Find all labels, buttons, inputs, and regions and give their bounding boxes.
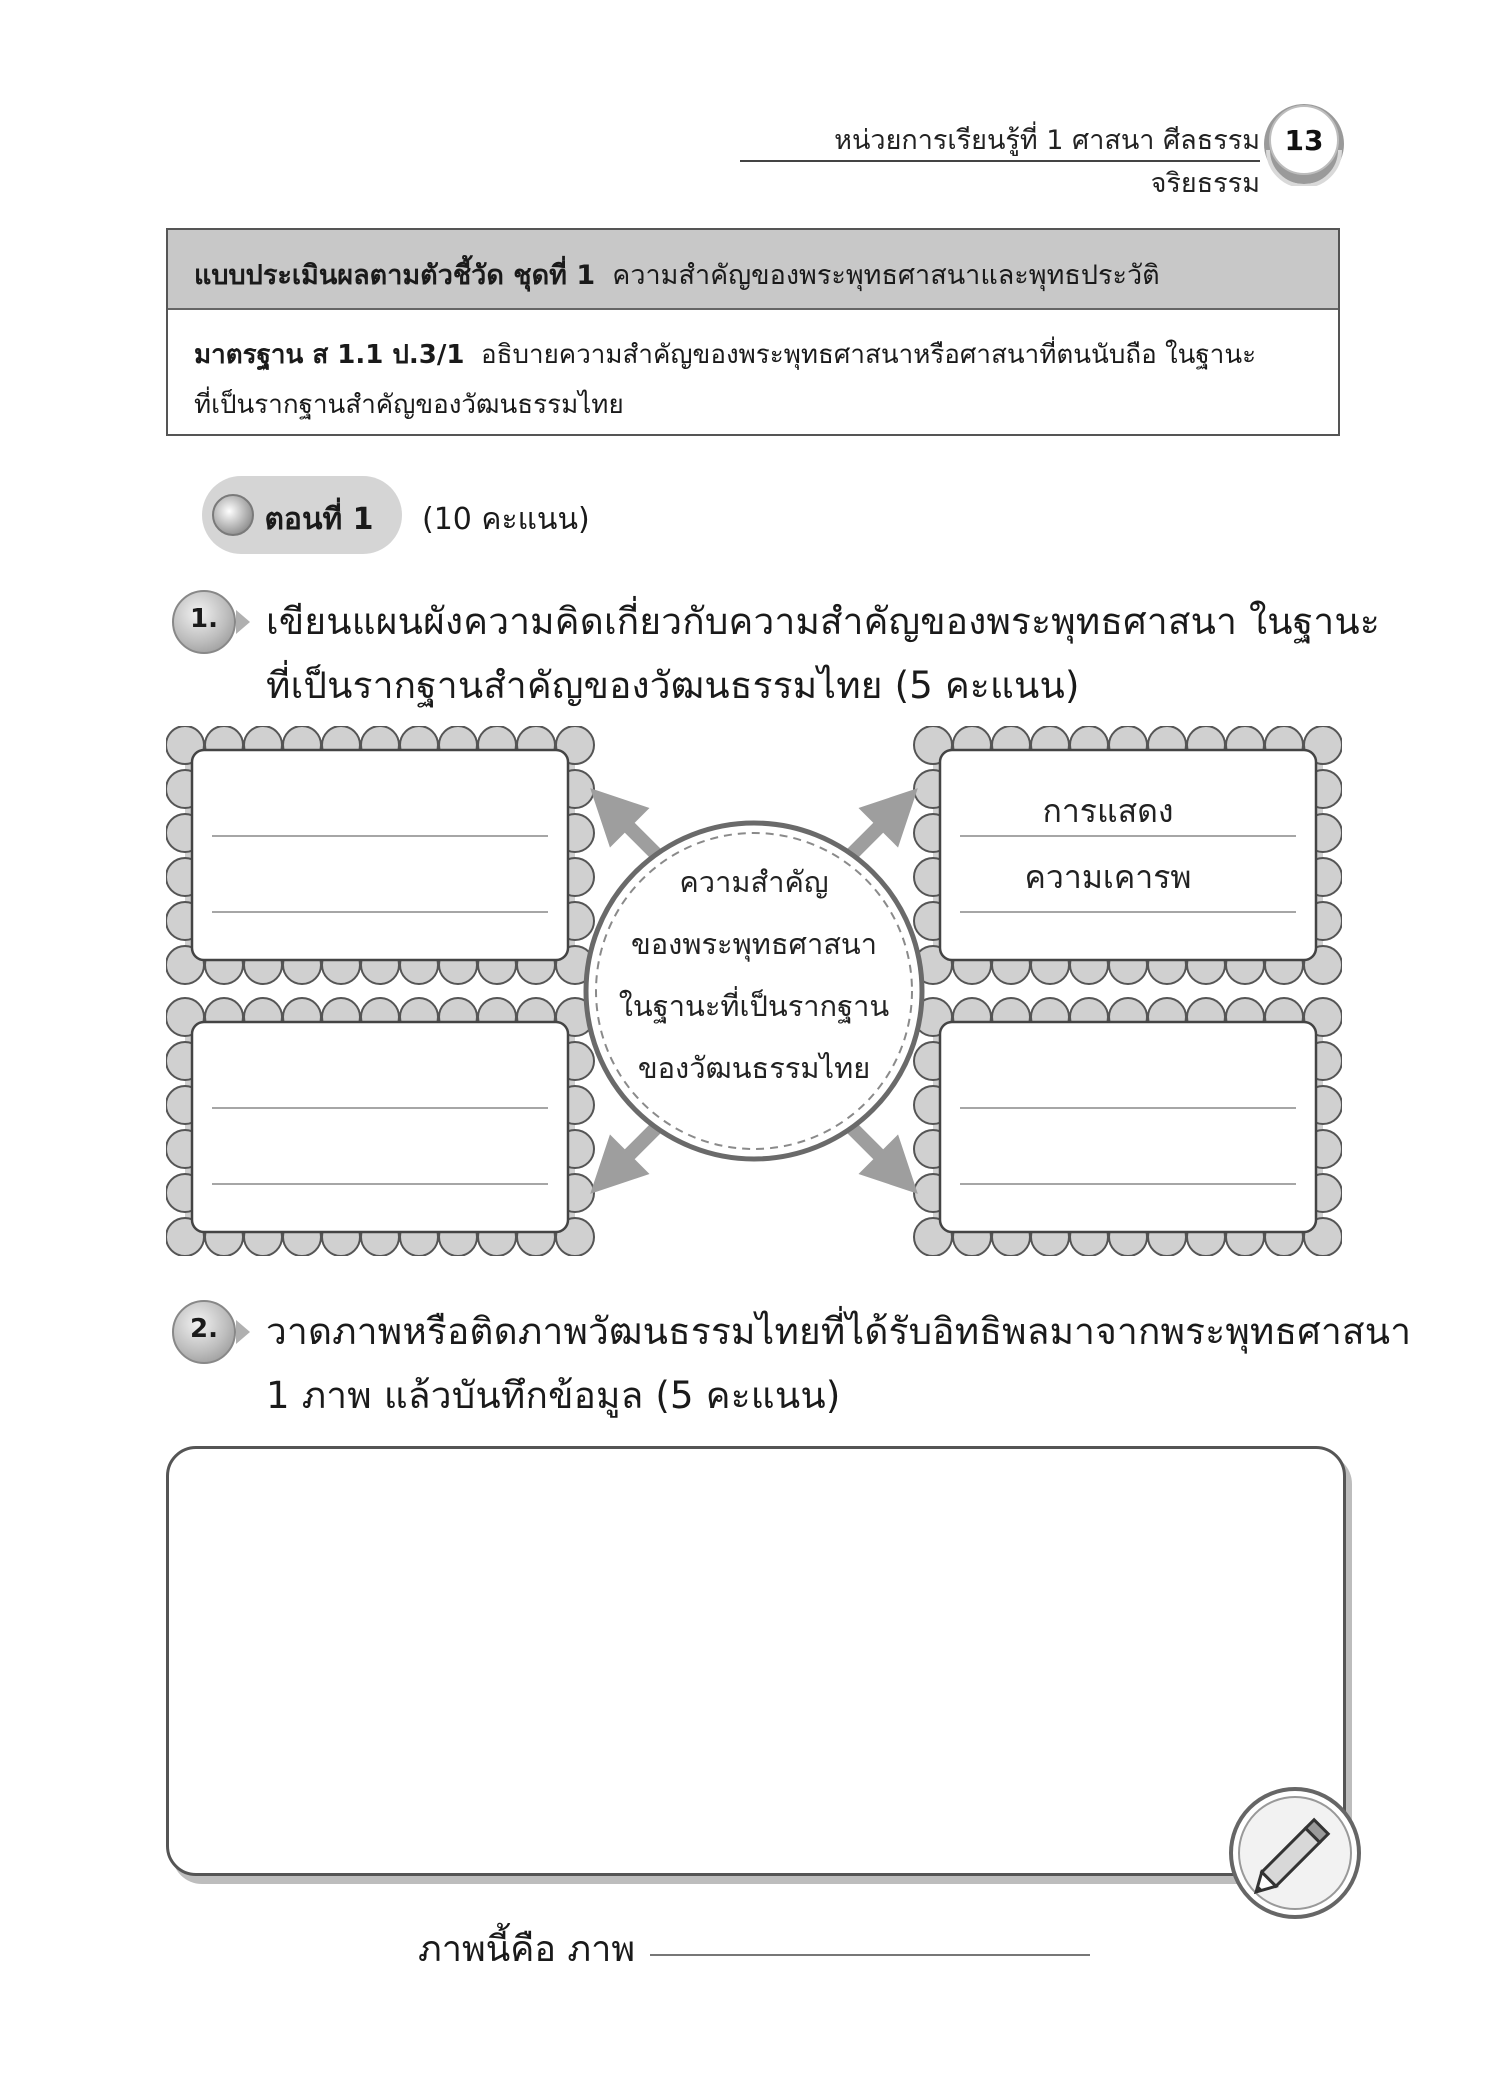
question-1-line-2: ที่เป็นรากฐานสำคัญของวัฒนธรรมไทย (5 คะแนน) <box>266 664 1080 707</box>
question-number: 2. <box>190 1314 218 1344</box>
question-2-line-2: 1 ภาพ แล้วบันทึกข้อมูล (5 คะแนน) <box>266 1374 841 1417</box>
part-label: ตอนที่ 1 <box>264 502 374 537</box>
part-score: (10 คะแนน) <box>422 502 590 537</box>
question-1-line-1: เขียนแผนผังความคิดเกี่ยวกับความสำคัญของพระพุทธศาสนา ในฐานะ <box>266 600 1380 643</box>
answer-box-bottom-left <box>166 998 594 1256</box>
caption-answer-line[interactable] <box>650 1954 1090 1956</box>
drawing-area[interactable] <box>166 1446 1346 1876</box>
pencil-icon <box>1226 1784 1364 1922</box>
answer-box-top-right <box>914 726 1342 984</box>
indicator-title-rest: ความสำคัญของพระพุทธศาสนาและพุทธประวัติ <box>612 260 1160 291</box>
standard-text <box>194 334 1256 375</box>
header-rule <box>740 160 1260 162</box>
standard-line-1: อธิบายความสำคัญของพระพุทธศาสนาหรือศาสนาที่ตนนับถือ ในฐานะ <box>480 340 1257 370</box>
example-answer-line-2: ความเคารพ <box>1024 858 1192 896</box>
question-number: 1. <box>190 604 218 634</box>
question-2-line-1: วาดภาพหรือติดภาพวัฒนธรรมไทยที่ได้รับอิทธิพลมาจากพระพุทธศาสนา <box>266 1310 1412 1353</box>
answer-box-top-left <box>166 726 594 984</box>
indicator-header-band <box>168 230 1338 310</box>
chevron-right-icon <box>236 1320 250 1344</box>
standard-line-2: ที่เป็นรากฐานสำคัญของวัฒนธรรมไทย <box>194 390 624 420</box>
indicator-title-bold: แบบประเมินผลตามตัวชี้วัด ชุดที่ 1 <box>194 260 596 291</box>
running-title: หน่วยการเรียนรู้ที่ 1 ศาสนา ศีลธรรม จริยธรรม <box>834 125 1260 199</box>
indicator-title <box>194 253 1160 296</box>
indicator-box <box>166 228 1340 436</box>
center-line-1: ความสำคัญ <box>679 865 829 899</box>
mind-map <box>166 726 1342 1256</box>
example-answer-line-1: การแสดง <box>1042 792 1174 830</box>
standard-code: มาตรฐาน ส 1.1 ป.3/1 <box>194 340 465 370</box>
center-line-2: ของพระพุทธศาสนา <box>630 927 878 961</box>
page-number: 13 <box>1284 124 1324 157</box>
center-line-3: ในฐานะที่เป็นรากฐาน <box>618 989 890 1023</box>
chevron-right-icon <box>236 610 250 634</box>
center-line-4: ของวัฒนธรรมไทย <box>637 1051 871 1085</box>
caption-label: ภาพนี้คือ ภาพ <box>418 1929 636 1970</box>
answer-box-bottom-right <box>914 998 1342 1256</box>
